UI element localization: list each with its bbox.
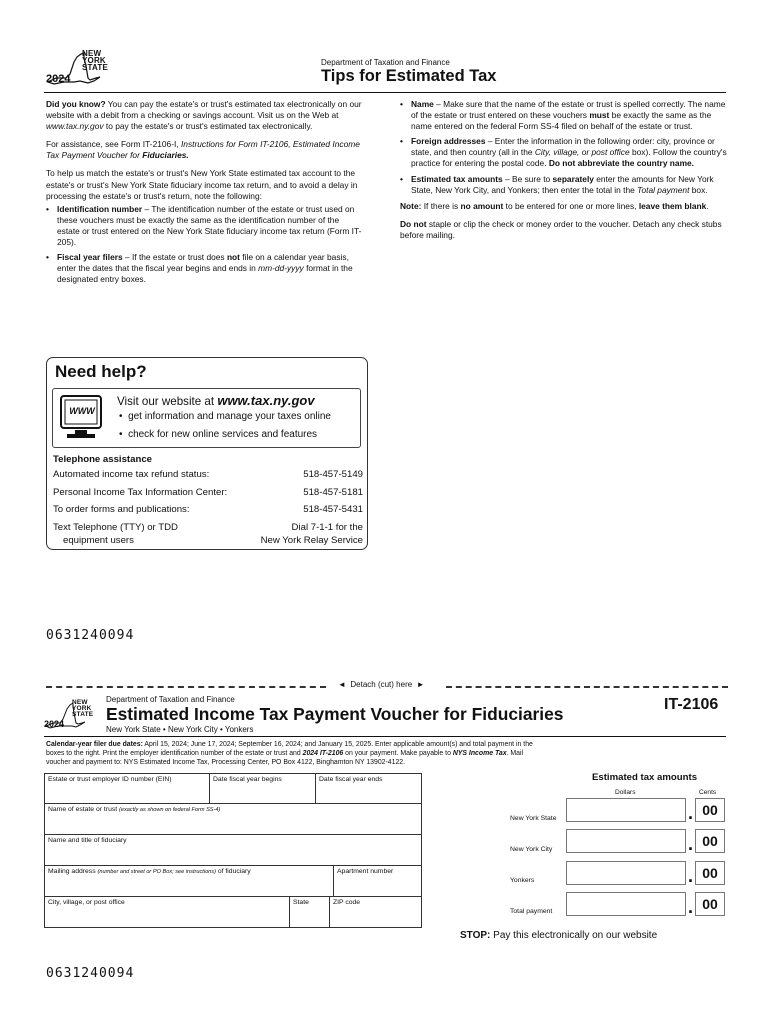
amount-input-total-cents[interactable]: 00 <box>695 892 725 916</box>
amounts-heading: Estimated tax amounts <box>592 772 698 783</box>
left-column <box>46 99 362 292</box>
telephone-heading: Telephone assistance <box>53 454 152 465</box>
dollars-label: Dollars <box>615 789 636 796</box>
state-field[interactable]: State <box>289 896 330 928</box>
amount-input-total-dollars[interactable] <box>566 892 686 916</box>
fiduciary-name-field[interactable]: Name and title of fiduciary <box>44 834 422 866</box>
fiscal-year-ends-field[interactable]: Date fiscal year ends <box>315 773 422 804</box>
apartment-field[interactable]: Apartment number <box>333 865 422 897</box>
voucher-department: Department of Taxation and Finance <box>106 695 235 704</box>
list-item: • Identification number – The identification number of the estate or trust used on these vouchers must be exactly the same as the identification number of the estate or trust entered on the New York State fiduciary income tax return (Form IT-205). <box>46 204 362 248</box>
right-bullets <box>400 99 728 196</box>
tty-value: Dial 7-1-1 for the New York Relay Service <box>260 522 363 546</box>
page-title: Tips for Estimated Tax <box>321 67 497 85</box>
voucher-rule <box>44 736 726 737</box>
list-item: • Name – Make sure that the name of the estate or trust is spelled correctly. The name of the estate or trust entered on these vouchers must be exactly the same as the name entered on the federal Form SS-4 filed on behalf of the estate or trust. <box>400 99 728 132</box>
right-column <box>400 99 728 248</box>
amount-input-nyc-cents[interactable]: 00 <box>695 829 725 853</box>
assistance-note: For assistance, see Form IT-2106-I, Instructions for Form IT-2106, Estimated Income Tax Payment Voucher for Fiduciaries. <box>46 139 360 161</box>
did-you-know: Did you know? You can pay the estate's or trust's estimated tax electronically on our website with a debit from a checking or savings account. Visit us on the Web at www.tax.ny.gov to pay the estate's or trust's estimated tax electronically. <box>46 99 362 132</box>
help-bullet: • check for new online services and features <box>119 429 318 440</box>
amount-input-nys-cents[interactable]: 00 <box>695 798 725 822</box>
detach-line <box>46 681 728 693</box>
decimal-point: . <box>688 897 694 917</box>
need-help-box <box>46 357 368 550</box>
phone-row-forms-value: 518-457-5431 <box>303 504 363 515</box>
website-box <box>52 388 361 448</box>
help-website-link[interactable]: www.tax.ny.gov <box>217 393 315 408</box>
website-link[interactable]: www.tax.ny.gov <box>46 121 104 132</box>
left-bullets <box>46 204 362 286</box>
list-item: • Estimated tax amounts – Be sure to separately enter the amounts for New York State, New York City, and Yonkers; then enter the total in the Total payment box. <box>400 174 728 196</box>
decimal-point: . <box>688 834 694 854</box>
note: Note: If there is no amount to be entered for one or more lines, leave them blank. <box>400 200 709 211</box>
phone-row-info-value: 518-457-5181 <box>303 487 363 498</box>
zip-field[interactable]: ZIP code <box>329 896 422 928</box>
amount-input-yonkers-cents[interactable]: 00 <box>695 861 725 885</box>
phone-row-refund-value: 518-457-5149 <box>303 469 363 480</box>
detach-label: ◄ Detach (cut) here ► <box>338 680 425 689</box>
nys-logo <box>44 48 124 86</box>
amount-label-total: Total payment <box>510 908 553 915</box>
list-item: • Foreign addresses – Enter the information in the following order: city, province or state, and then country (all in the City, village, or post office box). Follow the country's practice for entering the postal code. Do not abbreviate the country name. <box>400 136 728 169</box>
tty-label: Text Telephone (TTY) or TDD equipment users <box>53 522 178 546</box>
department-name: Department of Taxation and Finance <box>321 58 450 67</box>
form-id: IT-2106 <box>664 696 719 713</box>
phone-row-info-label: Personal Income Tax Information Center: <box>53 487 228 498</box>
match-note: To help us match the estate's or trust's New York State estimated tax account to the estate's or trust's New York State fiduciary income tax return, and to avoid a delay in processing the estate's or trust's return, note the following: <box>46 168 358 201</box>
city-field[interactable]: City, village, or post office <box>44 896 290 928</box>
list-item: • Fiscal year filers – If the estate or trust does not file on a calendar year basis, enter the dates that the fiscal year begins and ends in mm-dd-yyyy format in the designated entry boxes. <box>46 252 362 285</box>
amount-input-nyc-dollars[interactable] <box>566 829 686 853</box>
voucher-subtitle: New York State • New York City • Yonkers <box>106 725 254 734</box>
scan-code-top: 0631240094 <box>46 628 135 643</box>
scan-code-bottom: 0631240094 <box>46 966 135 981</box>
amount-label-nyc: New York City <box>510 846 553 853</box>
amount-label-nys: New York State <box>510 815 557 822</box>
mailing-address-field[interactable]: Mailing address (number and street or PO Box; see instructions) of fiduciary <box>44 865 334 897</box>
logo-year: 2024 <box>46 73 71 85</box>
voucher-nys-logo <box>44 698 102 730</box>
voucher-logo-text: NEW YORK STATE <box>72 699 94 718</box>
voucher-logo-year: 2024 <box>44 719 65 729</box>
www-icon-text: WWW <box>69 406 95 416</box>
estate-name-field[interactable]: Name of estate or trust (exactly as shown on federal Form SS-4) <box>44 803 422 835</box>
decimal-point: . <box>688 803 694 823</box>
amount-input-nys-dollars[interactable] <box>566 798 686 822</box>
help-bullet: • get information and manage your taxes online <box>119 411 331 422</box>
amount-input-yonkers-dollars[interactable] <box>566 861 686 885</box>
phone-row-forms-label: To order forms and publications: <box>53 504 190 515</box>
phone-row-refund-label: Automated income tax refund status: <box>53 469 210 480</box>
due-dates-text: Calendar-year filer due dates: April 15, 2024; June 17, 2024; September 16, 2024; and January 15, 2025. Enter applicable amount(s) and total payment in the boxes to the right. Print the employer identification number of the estate or trust and 2024 IT-2106 on your payment. Make payable to NYS Income Tax. Mail voucher and payment to: NYS Estimated Income Tax, Processing Center, PO Box 4122, Binghamton NY 13902-4122. <box>46 741 533 766</box>
title-rule <box>44 92 726 93</box>
voucher-title: Estimated Income Tax Payment Voucher for Fiduciaries <box>106 704 564 724</box>
amount-label-yonkers: Yonkers <box>510 877 535 884</box>
cents-label: Cents <box>699 789 717 796</box>
logo-text: NEW YORK STATE <box>82 49 109 72</box>
need-help-title: Need help? <box>55 362 147 381</box>
ein-field[interactable]: Estate or trust employer ID number (EIN) <box>44 773 210 804</box>
decimal-point: . <box>688 866 694 886</box>
computer-icon <box>59 394 105 442</box>
fiscal-year-begins-field[interactable]: Date fiscal year begins <box>209 773 316 804</box>
visit-website-line: Visit our website at www.tax.ny.gov <box>117 393 315 408</box>
staple-note: Do not staple or clip the check or money order to the voucher. Detach any check stubs before mailing. <box>400 218 722 240</box>
stop-notice: STOP: Pay this electronically on our website <box>460 930 658 941</box>
